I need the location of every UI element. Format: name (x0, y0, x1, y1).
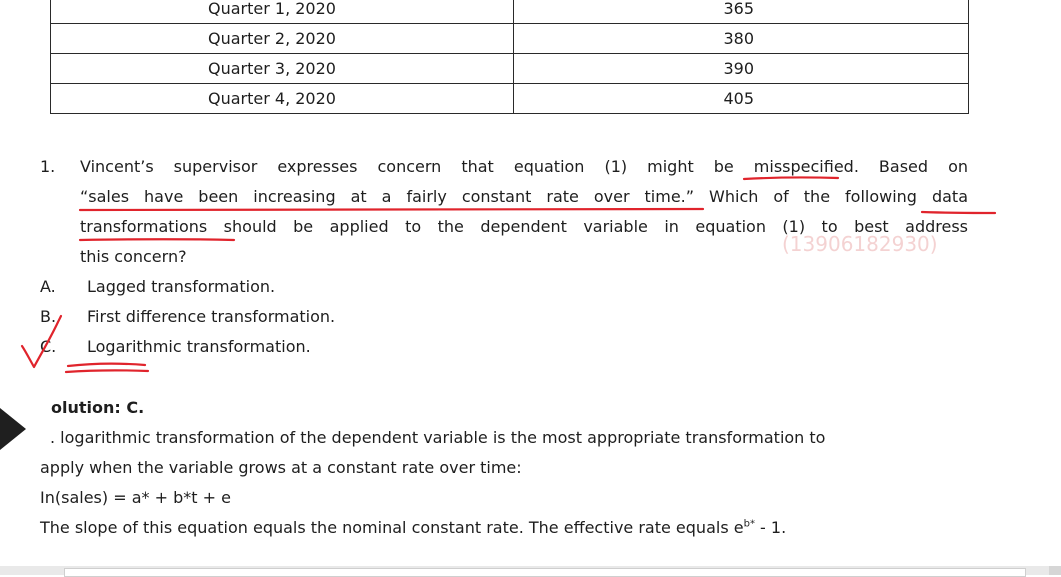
underline-quote (80, 208, 703, 210)
watermark-text: (13906182930) (782, 232, 938, 256)
underline-misspecified (744, 177, 838, 179)
option-b-text[interactable]: First difference transformation. (87, 307, 336, 326)
question-number: 1. (40, 157, 56, 176)
solution-heading: olution: C. (51, 398, 145, 417)
underline-data (922, 212, 995, 213)
question-line-2: “sales have been increasing at a fairly constant rate over time.” Which of the following data (80, 187, 968, 206)
question-line-4: this concern? (80, 247, 187, 266)
quarter-cell: Quarter 2, 2020 (51, 24, 514, 54)
value-cell: 390 (514, 54, 969, 84)
solution-line-1: . logarithmic transformation of the dependent variable is the most appropriate transformation to (50, 428, 826, 447)
option-a-text[interactable]: Lagged transformation. (87, 277, 276, 296)
double-underline-bottom (66, 370, 148, 372)
underline-transformations (80, 239, 234, 240)
quarterly-sales-table (50, 0, 969, 114)
quarter-cell: Quarter 3, 2020 (51, 54, 514, 84)
table-row (51, 54, 969, 84)
question-line-3: transformations should be applied to the dependent variable in equation (1) to best address (80, 217, 968, 236)
value-cell: 365 (514, 0, 969, 24)
solution-line-2: apply when the variable grows at a constant rate over time: (40, 458, 522, 477)
option-a-letter: A. (40, 277, 56, 296)
option-c-letter: C. (40, 337, 57, 356)
solution-line-4-suffix: - 1. (754, 518, 787, 537)
table-row (51, 84, 969, 114)
scrollbar-track[interactable] (64, 568, 1026, 577)
quarter-cell: Quarter 1, 2020 (51, 0, 514, 24)
quarter-cell: Quarter 4, 2020 (51, 84, 514, 114)
solution-line-4-text: The slope of this equation equals the nominal constant rate. The effective rate equals e (40, 518, 744, 537)
scroll-right-button[interactable] (1049, 566, 1061, 575)
value-cell: 405 (514, 84, 969, 114)
exponent-superscript: b* (743, 518, 755, 530)
solution-equation: In(sales) = a* + b*t + e (40, 488, 231, 507)
bottom-scrollbar[interactable] (0, 566, 1061, 575)
double-underline-top (68, 364, 145, 366)
play-icon[interactable] (0, 408, 26, 450)
table-row (51, 24, 969, 54)
question-line-1: Vincent’s supervisor expresses concern that equation (1) might be misspecified. Based on (80, 157, 968, 176)
solution-line-4 (40, 518, 786, 537)
option-c-text[interactable]: Logarithmic transformation. (87, 337, 311, 356)
value-cell: 380 (514, 24, 969, 54)
table-row (51, 0, 969, 24)
option-b-letter: B. (40, 307, 57, 326)
